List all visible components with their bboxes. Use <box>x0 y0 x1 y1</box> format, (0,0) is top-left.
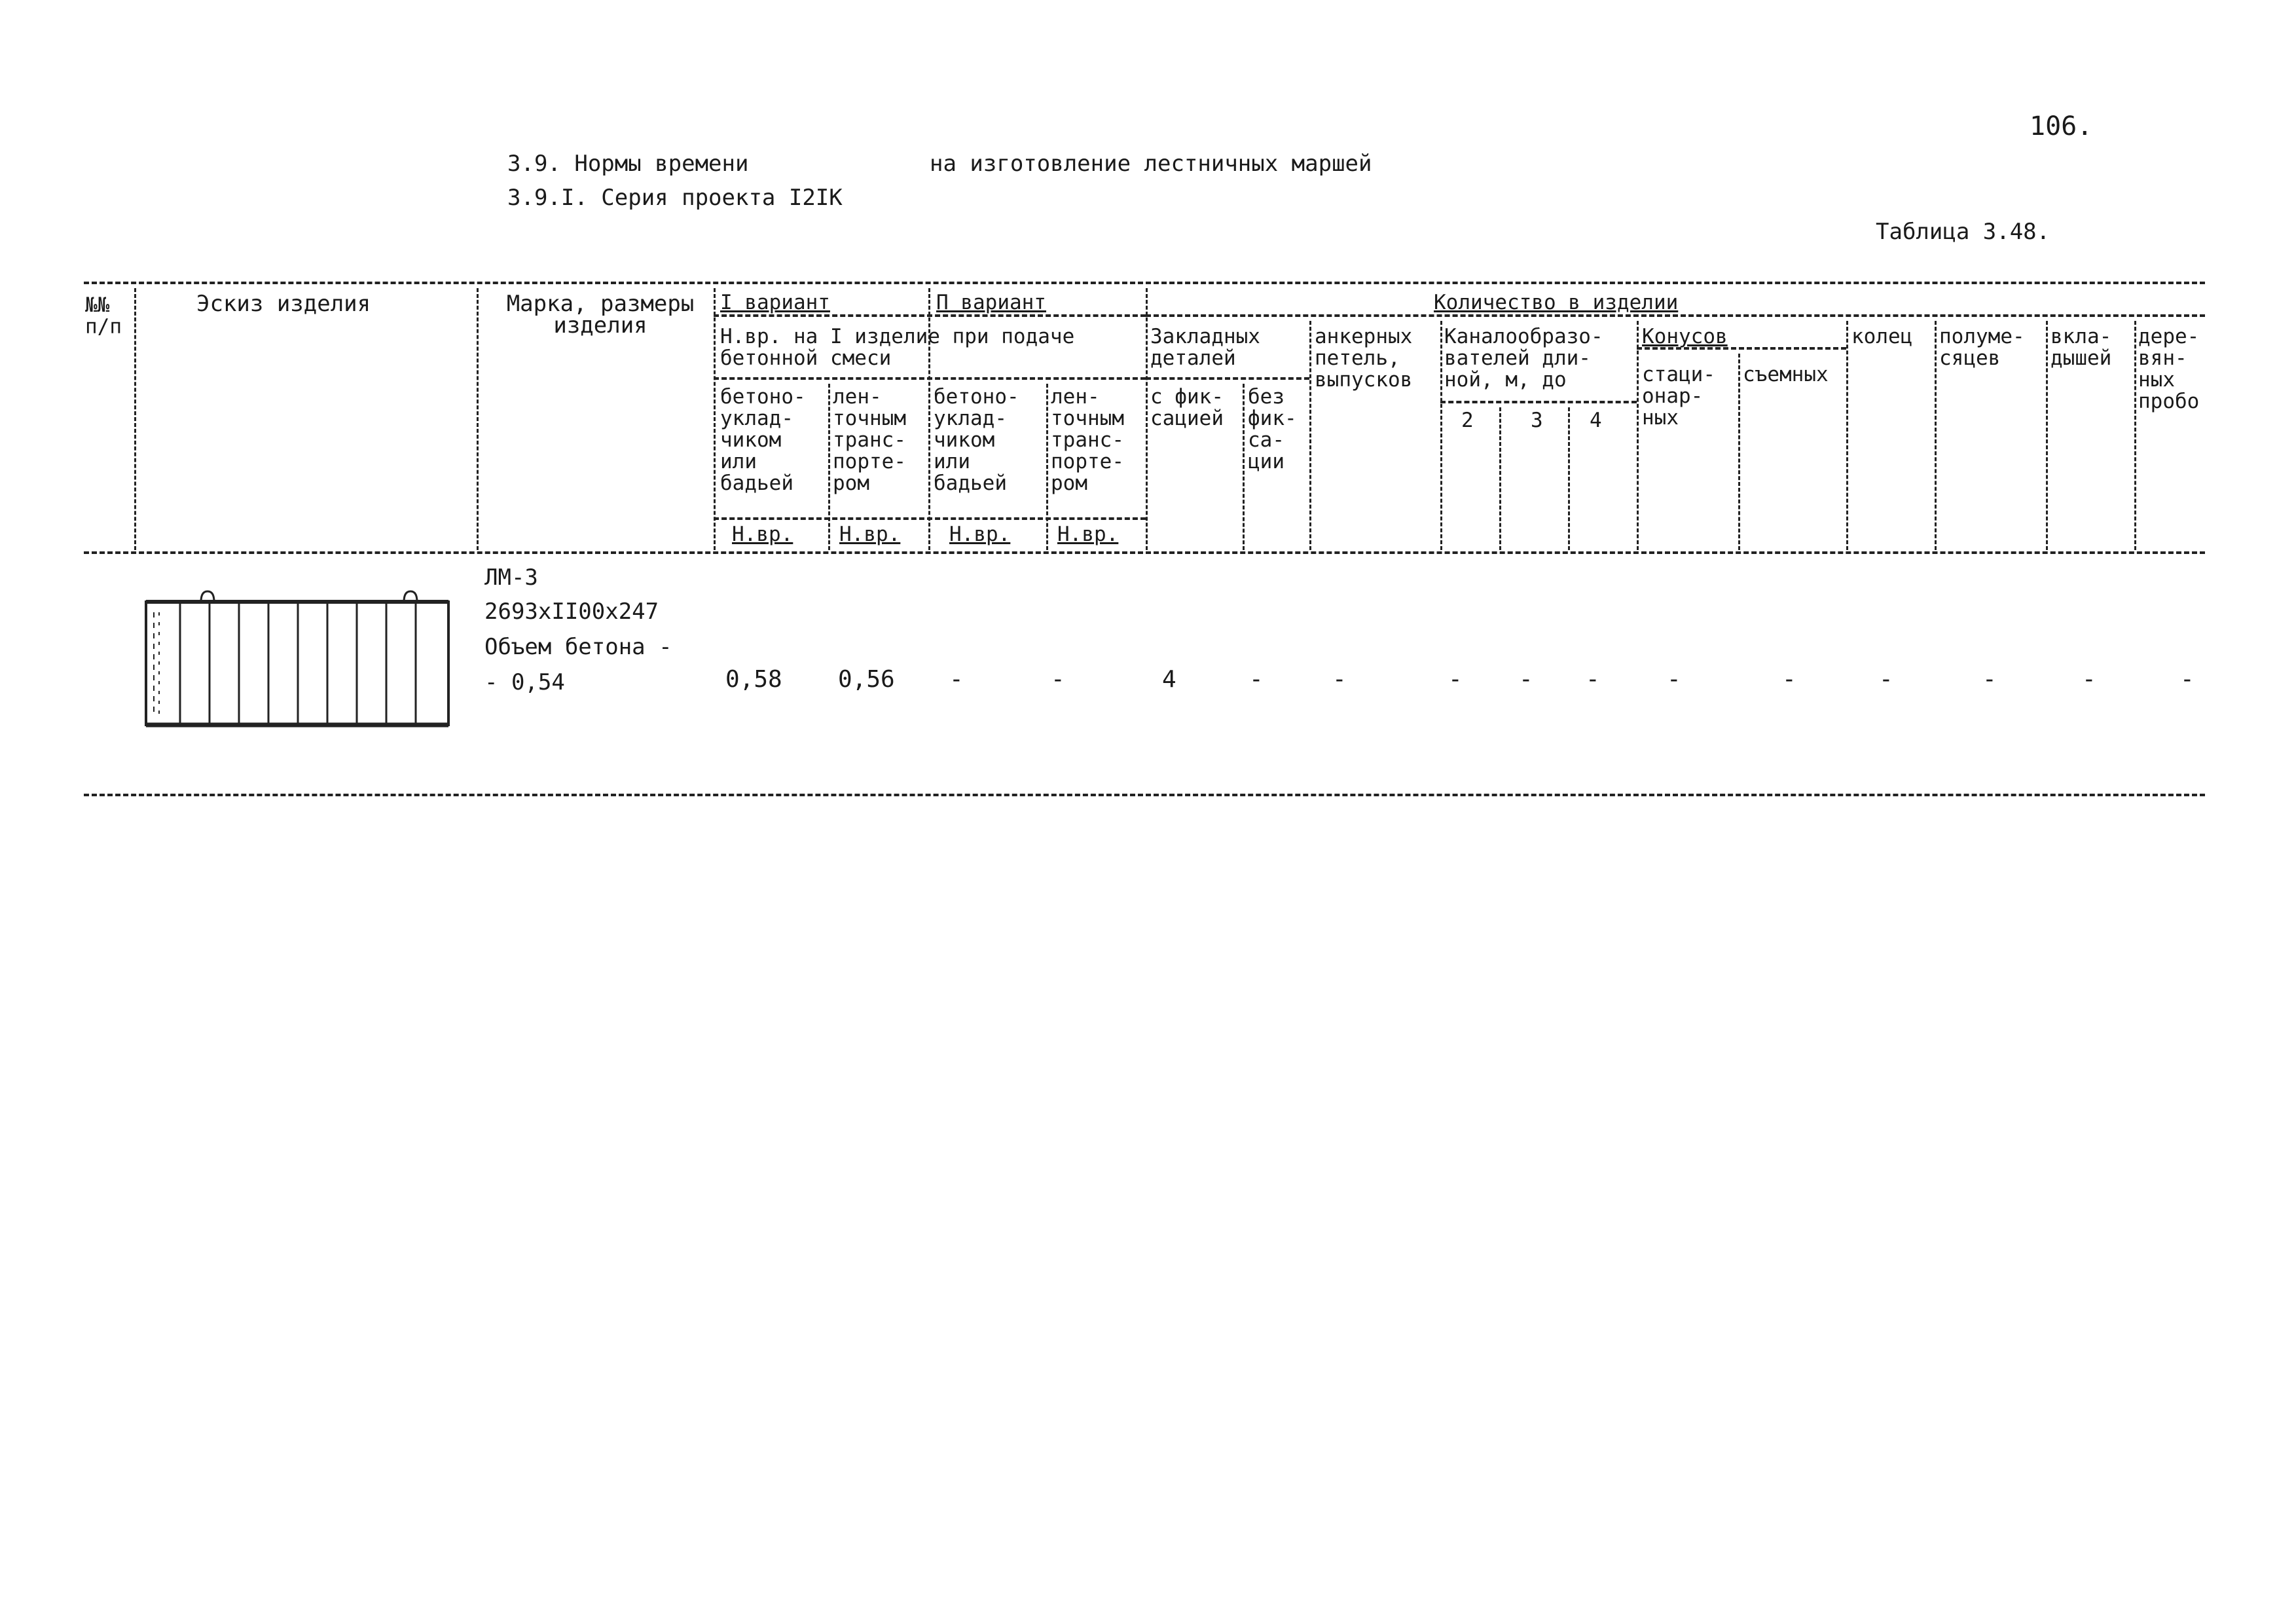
stacion-header: стаци- онар- ных <box>1642 363 1715 430</box>
header-bottom-rule <box>84 551 2205 554</box>
row-bez-fiks: - <box>1249 666 1264 693</box>
row-v1-beton: 0,58 <box>725 666 782 693</box>
v2-beton-header: бетоно- уклад- чиком или бадьей <box>934 385 1019 495</box>
col-div-sketch <box>477 288 479 550</box>
row-kanal-3: - <box>1519 666 1533 693</box>
v1-beton-unit: Н.вр. <box>732 523 793 546</box>
row-volume-label: Объем бетона - <box>484 634 672 660</box>
table-top-rule <box>84 282 2205 284</box>
vkladyshei-header: вкла- дышей <box>2050 325 2112 370</box>
nvr-group-header: Н.вр. на I изделие при подаче бетонной смеси <box>720 325 1075 370</box>
col-num-header: №№ п/п <box>85 293 122 339</box>
row-ankernyh: - <box>1332 666 1347 693</box>
kanal-4-header: 4 <box>1590 409 1602 432</box>
col-div-mark <box>714 288 716 550</box>
variant-2-header: П вариант <box>936 291 1046 314</box>
table-label: Таблица 3.48. <box>1876 219 2050 245</box>
v2-lent-unit: Н.вр. <box>1057 523 1119 546</box>
row-derev: - <box>2180 666 2195 693</box>
col-div-kanal-2 <box>1499 407 1501 550</box>
col-mark-header: Марка, размеры изделия <box>506 291 695 339</box>
col-div-kanal <box>1440 321 1442 550</box>
row-kolec: - <box>1879 666 1893 693</box>
polumes-header: полуме- сяцев <box>1939 325 2025 370</box>
table-bottom-rule <box>84 794 2205 796</box>
derev-header: дере- вян- ных пробо <box>2138 325 2200 413</box>
kanal-3-header: 3 <box>1531 409 1543 432</box>
col-div-konus <box>1637 321 1639 550</box>
row-v2-beton: - <box>949 666 964 693</box>
v1-lent-unit: Н.вр. <box>839 523 901 546</box>
col-div-derev <box>2134 321 2136 550</box>
kolec-header: колец <box>1851 325 1913 348</box>
heading-line-2: 3.9.I. Серия проекта I2IK <box>507 185 843 211</box>
col-div-kanal-3 <box>1568 407 1570 550</box>
bez-fiks-header: без фик- са- ции <box>1248 385 1297 473</box>
variant-1-header: I вариант <box>720 291 830 314</box>
col-div-sfiks <box>1243 384 1245 550</box>
heading-line-1-left: 3.9. Нормы времени <box>507 151 749 177</box>
kolichestvo-header: Количество в изделии <box>1434 291 1679 314</box>
zaklad-header: Закладных деталей <box>1150 325 1260 370</box>
row-polumes: - <box>1982 666 1997 693</box>
row-v2-lent: - <box>1051 666 1065 693</box>
v1-beton-header: бетоно- уклад- чиком или бадьей <box>720 385 806 495</box>
kanal-2-header: 2 <box>1461 409 1474 432</box>
col-div-v2a <box>1046 384 1048 550</box>
row-semnyh: - <box>1782 666 1796 693</box>
col-div-stacion <box>1738 354 1740 550</box>
row-vkladyshei: - <box>2082 666 2096 693</box>
row-mark: ЛМ-3 <box>484 564 538 591</box>
konusov-header: Конусов <box>1642 325 1728 348</box>
row-v1-lent: 0,56 <box>838 666 895 693</box>
heading-line-1-right: на изготовление лестничных маршей <box>930 151 1372 177</box>
row-dims: 2693xII00x247 <box>484 599 659 625</box>
row-kanal-4: - <box>1586 666 1600 693</box>
col-div-num <box>134 288 136 550</box>
semnyh-header: съемных <box>1743 363 1829 386</box>
kolichestvo-subrule <box>1146 314 2205 317</box>
row-kanal-2: - <box>1448 666 1463 693</box>
col-div-zaklad <box>1146 288 1148 550</box>
ankernyh-header: анкерных петель, выпусков <box>1315 325 1413 392</box>
col-div-v1a <box>828 384 830 550</box>
v2-beton-unit: Н.вр. <box>949 523 1011 546</box>
col-div-anker <box>1309 321 1311 550</box>
page-number: 106. <box>2030 111 2093 141</box>
col-div-polumes <box>1935 321 1937 550</box>
product-sketch <box>141 586 455 743</box>
v1-lent-header: лен- точным транс- порте- ром <box>833 385 906 495</box>
kanal-header: Каналообразо- вателей дли- ной, м, до <box>1444 325 1603 392</box>
row-s-fiks: 4 <box>1162 666 1176 693</box>
row-volume-value: - 0,54 <box>484 669 565 695</box>
s-fiks-header: с фик- сацией <box>1150 385 1224 430</box>
zaklad-subrule <box>1146 377 1309 380</box>
col-div-vklad <box>2046 321 2048 550</box>
row-stacion: - <box>1667 666 1681 693</box>
col-div-kolec <box>1846 321 1848 550</box>
kanal-subrule <box>1440 401 1637 403</box>
v2-lent-header: лен- точным транс- порте- ром <box>1051 385 1124 495</box>
col-sketch-header: Эскиз изделия <box>196 291 371 317</box>
